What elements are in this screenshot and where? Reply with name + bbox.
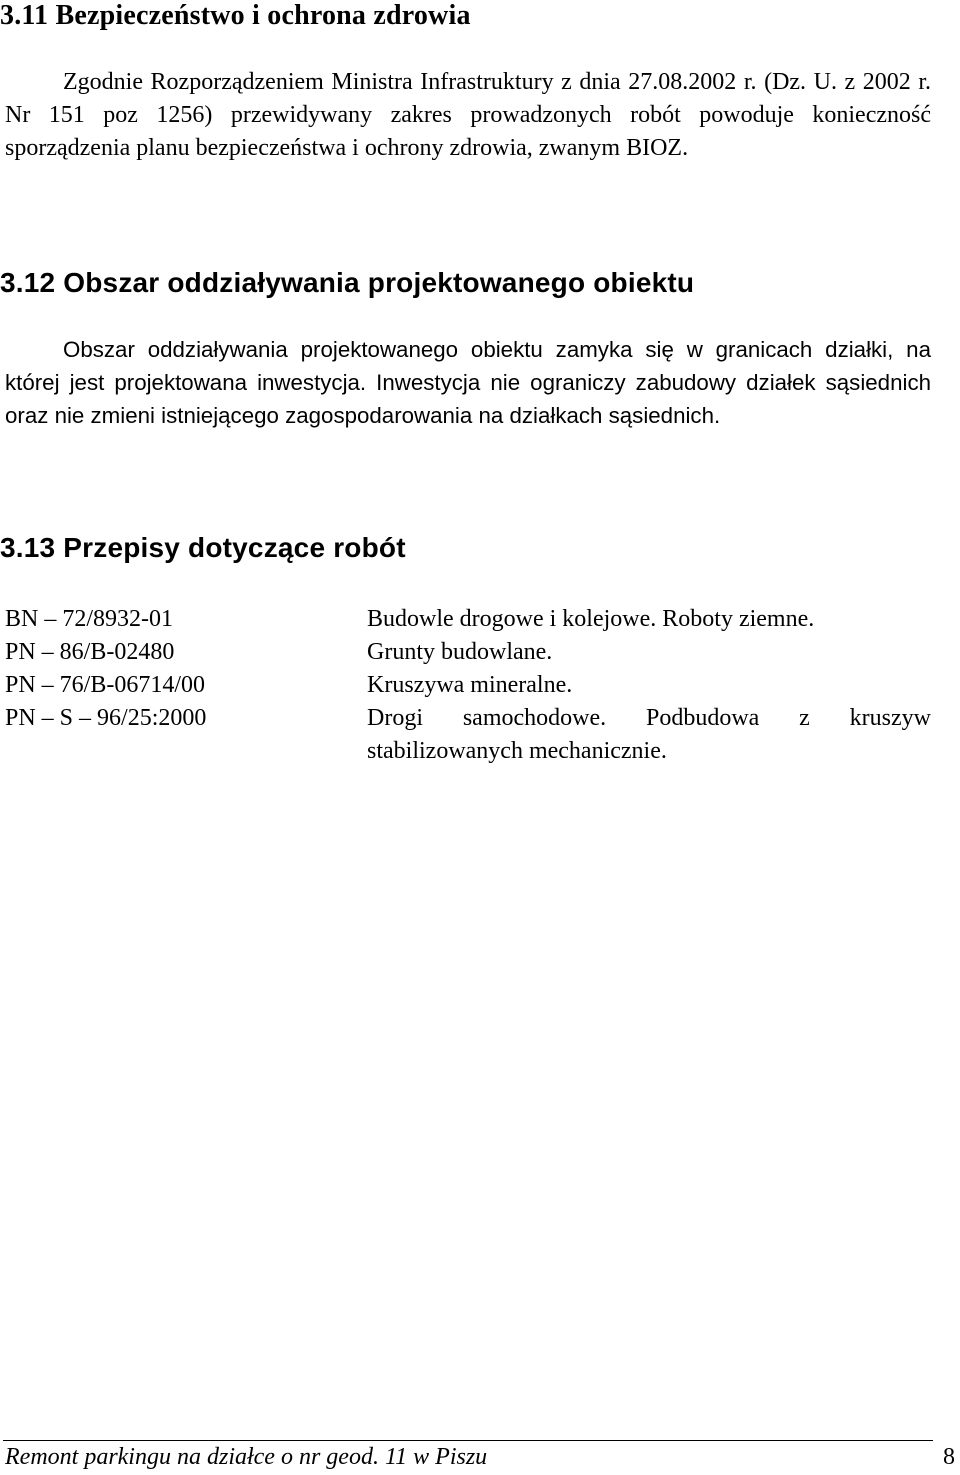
norm-description: Drogi samochodowe. Podbudowa z kruszyw stabilizowanych mechanicznie.	[367, 705, 931, 764]
norm-row	[5, 636, 931, 669]
page-number: 8	[943, 1444, 955, 1470]
norms-list	[5, 603, 931, 768]
norm-description: Kruszywa mineralne.	[367, 672, 573, 698]
footer-divider	[3, 1440, 933, 1441]
section-3-11-title: 3.11 Bezpieczeństwo i ochrona zdrowia	[0, 0, 471, 31]
section-3-11-paragraph: Zgodnie Rozporządzeniem Ministra Infrastruktury z dnia 27.08.2002 r. (Dz. U. z 2002 r. Nr 151 poz 1256) przewidywany zakres prowadzonych robót powoduje konieczność sporządzenia planu bezpieczeństwa i ochrony zdrowia, zwanym BIOZ.	[5, 69, 931, 161]
norm-code: PN – 86/B-02480	[5, 639, 175, 665]
norm-description: Grunty budowlane.	[367, 639, 553, 665]
footer-title: Remont parkingu na działce o nr geod. 11 w Piszu	[5, 1444, 488, 1470]
norm-code: PN – 76/B-06714/00	[5, 672, 206, 698]
norm-code: PN – S – 96/25:2000	[5, 705, 207, 731]
section-3-12-title: 3.12 Obszar oddziaływania projektowanego obiektu	[0, 267, 695, 298]
section-3-13-title: 3.13 Przepisy dotyczące robót	[0, 532, 406, 563]
norm-description: Budowle drogowe i kolejowe. Roboty ziemne.	[367, 606, 815, 632]
norm-row	[5, 702, 931, 768]
section-3-12-paragraph: Obszar oddziaływania projektowanego obiektu zamyka się w granicach działki, na której jest projektowana inwestycja. Inwestycja nie ograniczy zabudowy działek sąsiednich oraz nie zmieni istniejącego zagospodarowania na działkach sąsiednich.	[5, 337, 931, 428]
norm-code: BN – 72/8932-01	[5, 606, 173, 632]
norm-row	[5, 669, 931, 702]
norm-row	[5, 603, 931, 636]
